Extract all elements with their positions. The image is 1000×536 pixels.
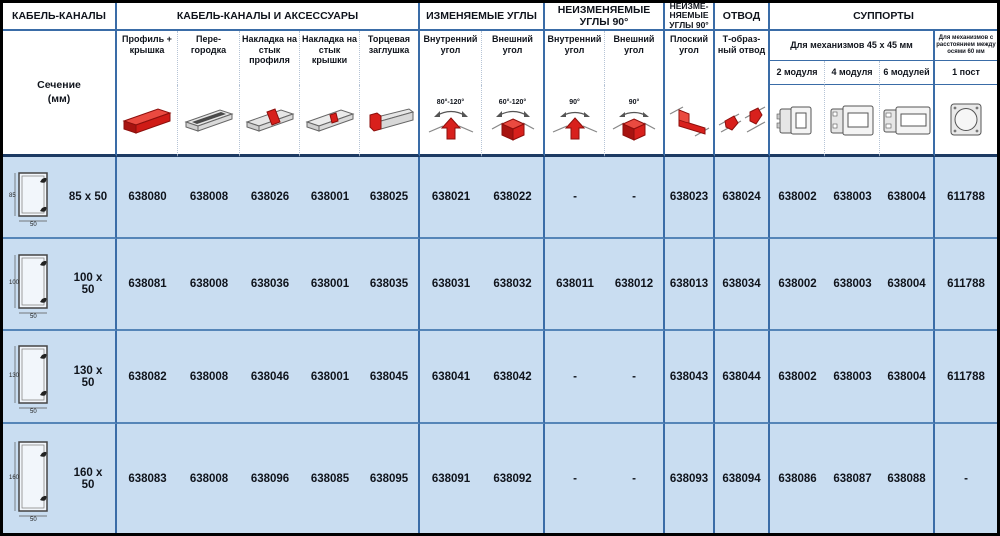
code-cell: 638095 [360,424,420,533]
code-cell: 638012 [605,239,665,331]
adjustable-internal-angle-cell [420,85,482,157]
code-cell: 638023 [665,157,715,239]
svg-text:50: 50 [30,314,37,318]
col-label-4-modules: 4 модуля [825,61,880,85]
adjustable-internal-angle-label: 80°-120° [436,98,465,106]
code-cell: 638094 [715,424,770,533]
col-label-flat-angle: Плоский угол [665,31,715,85]
code-cell: 638002 [770,331,825,424]
code-cell: 638031 [420,239,482,331]
external-angle-icon [610,107,658,141]
code-cell: 638085 [300,424,360,533]
left-group-header [3,3,117,31]
code-cell: 638096 [240,424,300,533]
code-cell: 638021 [420,157,482,239]
cover-joint-cover-icon [300,85,360,157]
code-cell: 611788 [935,239,997,331]
col-label-end-cap: Торцевая заглушка [360,31,420,85]
code-cell: 638035 [360,239,420,331]
table-row-section [3,239,117,331]
col-label-profile-joint: Накладка на стык профиля [240,31,300,85]
col-label-adj-internal: Внутренний угол [420,31,482,85]
svg-text:85: 85 [9,193,16,199]
code-cell: 638087 [825,424,880,533]
code-cell: 638046 [240,331,300,424]
code-cell: 638004 [880,239,935,331]
support-6-module-icon [880,85,935,157]
code-cell: 638003 [825,239,880,331]
col-label-fix-internal: Внутренний угол [545,31,605,85]
code-cell: 638080 [117,157,178,239]
svg-text:160: 160 [9,474,20,481]
code-cell: 638003 [825,331,880,424]
code-cell: 638003 [825,157,880,239]
post-frame-icon [935,85,997,157]
code-cell: 638043 [665,331,715,424]
code-cell: 638004 [880,331,935,424]
end-cap-icon [360,85,420,157]
svg-text:50: 50 [30,516,37,521]
external-angle-icon [489,107,537,141]
table-row-section [3,424,117,533]
code-cell: 638034 [715,239,770,331]
code-cell: 638008 [178,424,240,533]
code-cell: 611788 [935,157,997,239]
flat-angle-icon [665,85,715,157]
code-cell: - [605,157,665,239]
fixed-internal-angle-label: 90° [569,98,580,106]
group-header-supports: СУППОРТЫ [770,3,997,31]
internal-angle-icon [551,107,599,141]
code-cell: 638008 [178,157,240,239]
code-cell: 638093 [665,424,715,533]
section-size: 160 x 50 [73,466,103,491]
section-diagram [9,437,61,521]
code-cell: 638001 [300,239,360,331]
t-branch-icon [715,85,770,157]
fixed-external-angle-label: 90° [628,98,640,106]
code-cell: - [605,424,665,533]
fixed-external-angle-cell [605,85,665,157]
code-cell: 638001 [300,157,360,239]
code-cell: 638002 [770,239,825,331]
col-label-1-post: 1 пост [935,61,997,85]
code-cell: 638091 [420,424,482,533]
code-cell: 638024 [715,157,770,239]
code-cell: 638086 [770,424,825,533]
group-header-fixed-angles: НЕИЗМЕНЯЕМЫЕ УГЛЫ 90° [545,3,665,31]
supports-last-col-title: Для механизмов с расстоянием между осями 60 мм [935,31,997,61]
code-cell: - [545,331,605,424]
col-label-partition: Пере-городка [178,31,240,85]
group-header-accessories: КАБЕЛЬ-КАНАЛЫ И АКСЕССУАРЫ [117,3,420,31]
code-cell: 638042 [482,331,545,424]
code-cell: 638011 [545,239,605,331]
code-cell: 638088 [880,424,935,533]
svg-text:130: 130 [9,372,20,379]
code-cell: 638044 [715,331,770,424]
code-cell: 611788 [935,331,997,424]
code-cell: 638026 [240,157,300,239]
code-cell: 638082 [117,331,178,424]
supports-subtitle: Для механизмов 45 x 45 мм [770,31,935,61]
col-label-2-modules: 2 модуля [770,61,825,85]
code-cell: 638092 [482,424,545,533]
code-cell: 638083 [117,424,178,533]
code-cell: 638001 [300,331,360,424]
code-cell: - [545,157,605,239]
table-row-section [3,331,117,424]
code-cell: 638004 [880,157,935,239]
fixed-internal-angle-cell [545,85,605,157]
support-4-module-icon [825,85,880,157]
col-label-adj-external: Внешний угол [482,31,545,85]
adjustable-external-angle-cell [482,85,545,157]
internal-angle-icon [427,107,475,141]
code-cell: - [935,424,997,533]
group-header-branch: ОТВОД [715,3,770,31]
col-label-profile-cover: Профиль + крышка [117,31,178,85]
code-cell: - [545,424,605,533]
col-label-cover-joint: Накладка на стык крышки [300,31,360,85]
section-label-cell [3,31,117,157]
svg-text:50: 50 [30,408,37,413]
code-cell: 638041 [420,331,482,424]
section-label: Сечение (мм) [37,79,81,105]
section-diagram [9,168,61,226]
code-cell: 638022 [482,157,545,239]
group-header-flat-angle: НЕИЗМЕ-НЯЕМЫЕ УГЛЫ 90° [665,3,715,31]
section-diagram [9,341,61,413]
code-cell: 638081 [117,239,178,331]
partition-icon [178,85,240,157]
left-group-title: КАБЕЛЬ-КАНАЛЫ [12,9,106,22]
adjustable-external-angle-label: 60°-120° [498,98,527,106]
code-cell: 638002 [770,157,825,239]
code-cell: 638045 [360,331,420,424]
col-label-fix-external: Внешний угол [605,31,665,85]
group-header-adjustable-angles: ИЗМЕНЯЕМЫЕ УГЛЫ [420,3,545,31]
col-label-6-modules: 6 модулей [880,61,935,85]
section-size: 100 x 50 [73,272,103,296]
code-cell: 638013 [665,239,715,331]
profile-cover-icon [117,85,178,157]
section-diagram [9,250,61,318]
code-cell: 638032 [482,239,545,331]
section-size: 85 x 50 [68,191,108,203]
code-cell: 638025 [360,157,420,239]
code-cell: 638036 [240,239,300,331]
code-cell: - [605,331,665,424]
code-cell: 638008 [178,331,240,424]
section-size: 130 x 50 [73,364,103,389]
col-label-t-branch: Т-образ-ный отвод [715,31,770,85]
code-cell: 638008 [178,239,240,331]
support-2-module-icon [770,85,825,157]
profile-joint-cover-icon [240,85,300,157]
svg-text:50: 50 [30,222,37,226]
svg-text:100: 100 [9,280,20,286]
table-row-section [3,157,117,239]
